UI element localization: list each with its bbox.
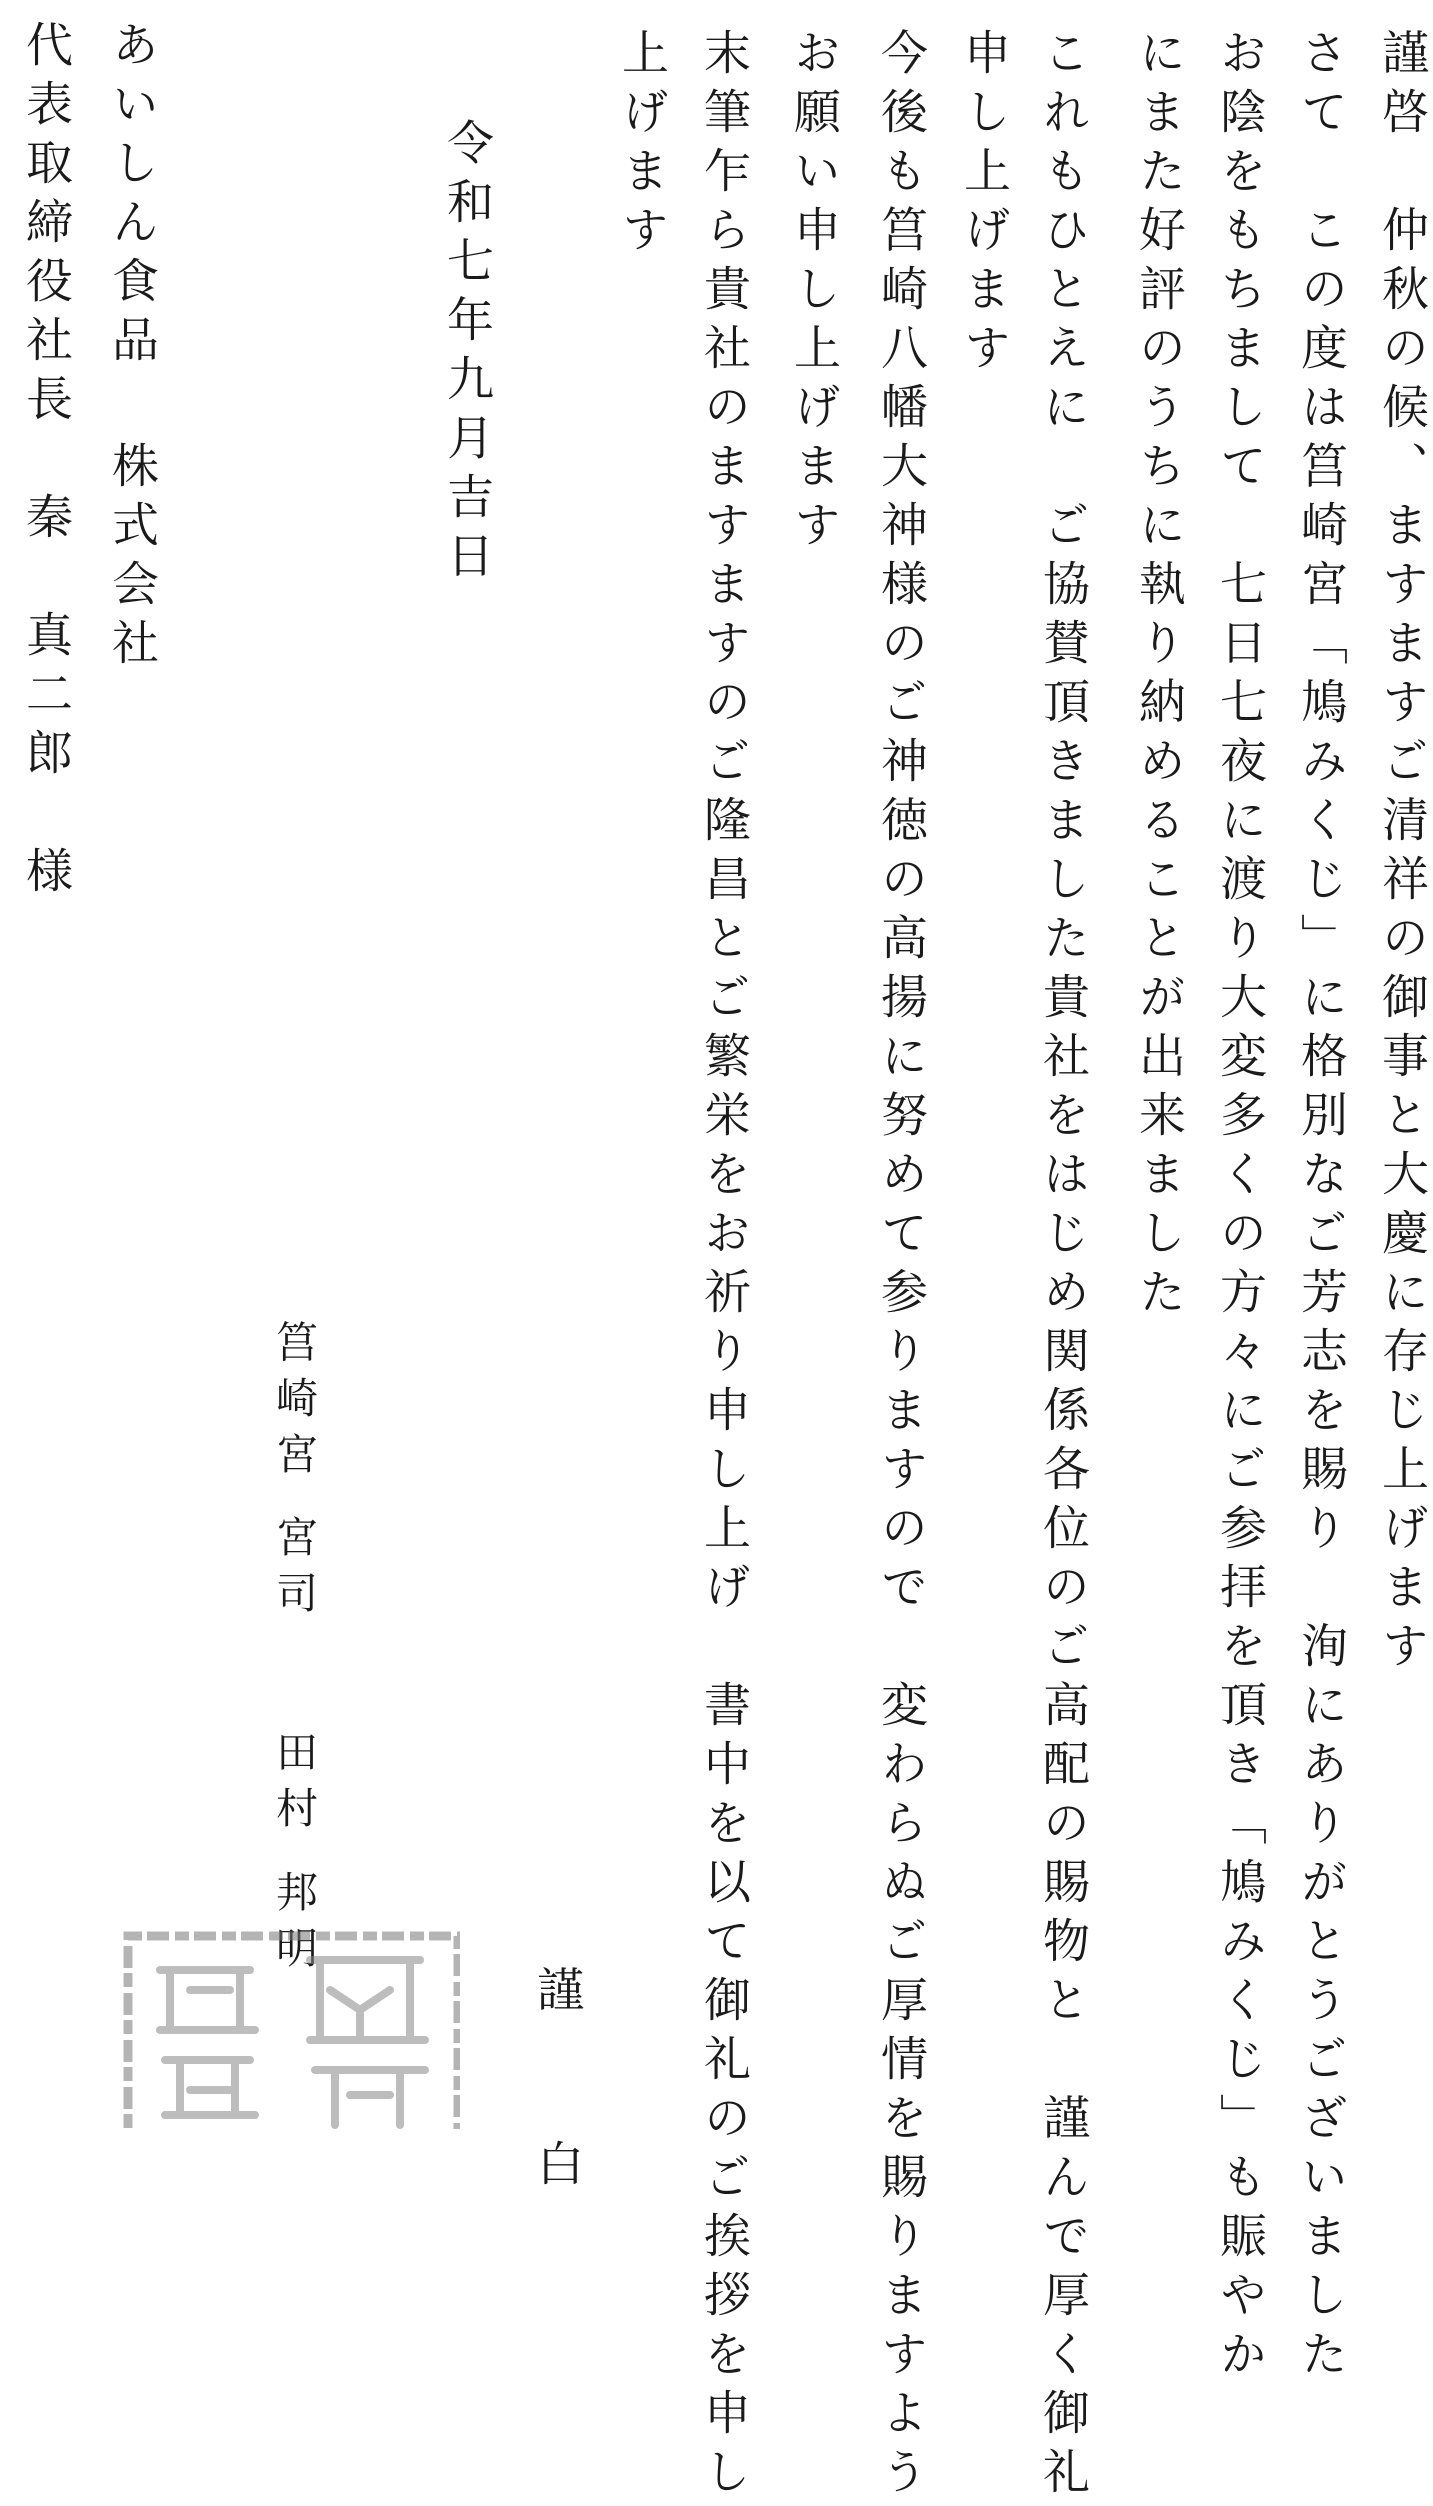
recipient-name: 代表取締役社長 秦 真二郎 様 [18, 20, 73, 905]
recipient-company: あいしん食品 株式会社 [104, 20, 159, 677]
letter-line-1: 謹啓 仲秋の候、ますますご清祥の御事と大慶に存じ上げます [1374, 28, 1429, 1680]
official-seal-stamp [120, 1930, 460, 2129]
sender-org: 筥崎宮 [270, 1320, 319, 1488]
sender-surname: 田村 [270, 1730, 319, 1842]
sender-title: 宮司 [270, 1515, 319, 1627]
letter-line-5: これもひとえに ご協賛頂きました貴社をはじめ関係各位のご高配の賜物と 謹んで厚く御礼 [1035, 28, 1090, 2506]
closing: 謹 白 [529, 1965, 584, 2226]
letter-line-8: お願い申し上げます [786, 28, 841, 559]
letter-line-10: 上げます [614, 28, 669, 264]
letter-line-7: 今後も筥崎八幡大神様のご神徳の高揚に努めて参りますので 変わらぬご厚情を賜りますよう [873, 28, 928, 2506]
sender-given-name: 邦明 [270, 1870, 319, 1982]
letter-line-6: 申し上げます [956, 28, 1011, 382]
letter-line-9: 末筆乍ら貴社のますますのご隆昌とご繁栄をお祈り申し上げ 書中を以て御礼のご挨拶を申し [696, 28, 751, 2506]
letter-line-3: お陰をもちまして 七日七夜に渡り大変多くの方々にご参拝を頂き「鳩みくじ」も賑やか [1212, 28, 1267, 2388]
letter-line-2: さて この度は筥崎宮「鳩みくじ」に格別なご芳志を賜り 洵にありがとうございました [1293, 28, 1348, 2388]
date: 令和七年九月吉日 [439, 118, 494, 590]
letter-line-4: にまた好評のうちに執り納めることが出来ました [1131, 28, 1186, 1326]
